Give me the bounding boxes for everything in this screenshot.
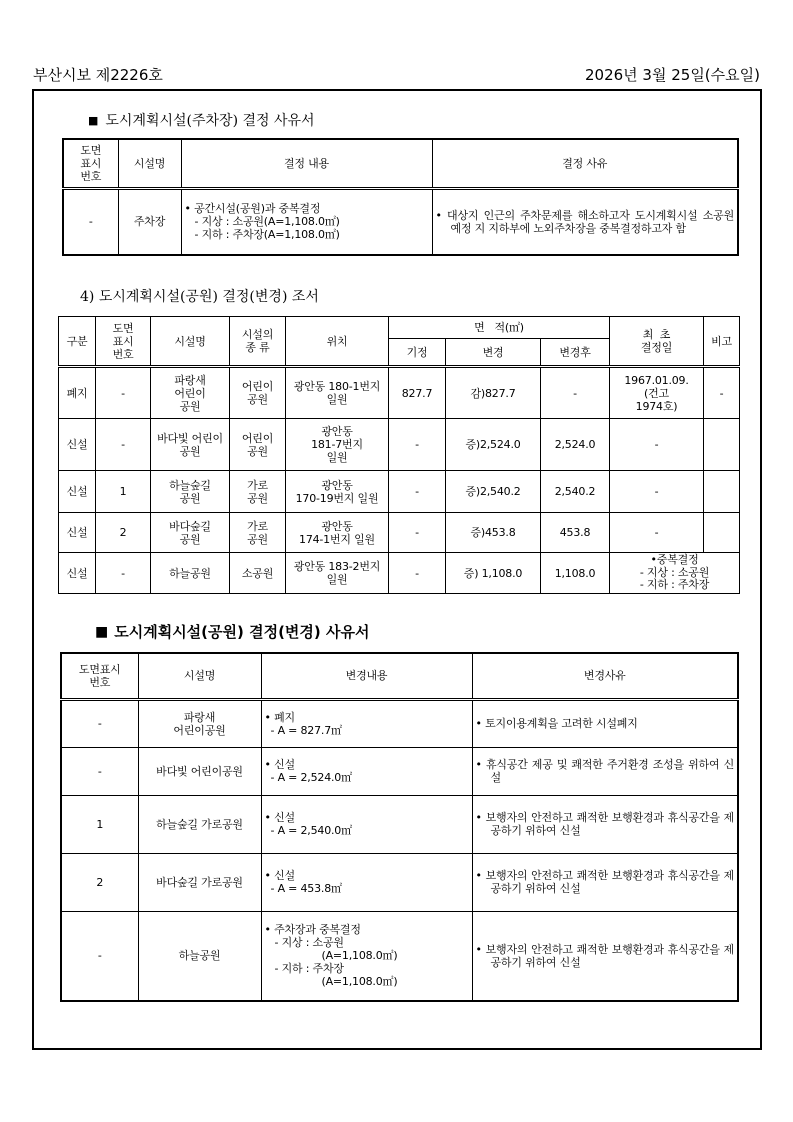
cell-reason	[472, 747, 738, 795]
section-title-park-table: 4) 도시계획시설(공원) 결정(변경) 조서	[80, 289, 319, 305]
reason-text: • 보행자의 안전하고 쾌적한 보행환경과 휴식공간을 제공하기 위하여 신설	[475, 811, 734, 837]
cell-type: 신설	[59, 553, 96, 594]
cell-map-no: 2	[96, 513, 151, 553]
table-row	[61, 911, 738, 1001]
cell-location: 광안동 170-19번지 일원	[286, 471, 389, 513]
cell-map-no: 1	[61, 795, 138, 853]
table-row	[61, 795, 738, 853]
cell-facility: 파랑새 어린이 공원	[151, 367, 230, 419]
cell-kind: 소공원	[230, 553, 286, 594]
reason-text: • 휴식공간 제공 및 쾌적한 주거환경 조성을 위하여 신설	[475, 758, 734, 784]
reason-text: • 보행자의 안전하고 쾌적한 보행환경과 휴식공간을 제공하기 위하여 신설	[475, 942, 734, 969]
cell-map-no: -	[61, 699, 138, 747]
cell-location: 광안동 180-1번지 일원	[286, 367, 389, 419]
square-bullet-icon: ■	[95, 624, 109, 640]
cell-kind: 어린이 공원	[230, 419, 286, 471]
cell-map-no: -	[63, 188, 118, 255]
cell-facility: 하늘숲길 공원	[151, 471, 230, 513]
content-line: • 공간시설(공원)과 중복결정	[184, 202, 321, 216]
table-row	[59, 553, 740, 594]
cell-facility: 바다빛 어린이공원	[138, 747, 261, 795]
cell-reason	[432, 188, 738, 255]
reason-text: • 대상지 인근의 주차문제를 해소하고자 도시계획시설 소공원 예정 지 지하부에 노외주차장을 중복결정하고자 함	[435, 208, 734, 235]
content-line: • 신설	[264, 811, 295, 824]
cell-reason	[472, 911, 738, 1001]
col-header-type: 구분	[59, 317, 96, 367]
cell-facility: 파랑새 어린이공원	[138, 699, 261, 747]
parking-reason-table	[62, 138, 739, 256]
cell-kind: 가로 공원	[230, 471, 286, 513]
cell-area-existing: -	[389, 471, 446, 513]
cell-facility: 바다숲길 가로공원	[138, 853, 261, 911]
cell-content	[261, 911, 472, 1001]
table-row	[59, 513, 740, 553]
cell-area-existing: -	[389, 553, 446, 594]
reason-text: • 토지이용계획을 고려한 시설폐지	[475, 717, 638, 730]
content-line: - 지상 : 소공원(A=1,108.0㎡)	[194, 215, 340, 229]
cell-reason	[472, 795, 738, 853]
cell-note	[704, 471, 740, 513]
content-line: - 지하 : 주차장(A=1,108.0㎡)	[194, 228, 340, 242]
content-line: • 신설	[264, 758, 295, 771]
table-header-row	[59, 317, 740, 339]
cell-area-after: -	[541, 367, 610, 419]
cell-type: 신설	[59, 471, 96, 513]
cell-area-change: 증)2,524.0	[446, 419, 541, 471]
col-header-facility: 시설명	[151, 317, 230, 367]
col-header-kind: 시설의 종 류	[230, 317, 286, 367]
col-header-reason: 변경사유	[472, 653, 738, 699]
cell-facility: 하늘공원	[138, 911, 261, 1001]
content-line: • 주차장과 중복결정	[264, 923, 361, 937]
table-row	[59, 471, 740, 513]
cell-content	[261, 699, 472, 747]
cell-content	[261, 853, 472, 911]
section-title-park-reason	[95, 623, 369, 642]
content-line: • 신설	[264, 869, 295, 882]
square-bullet-icon: ■	[88, 114, 99, 127]
table-row	[59, 367, 740, 419]
content-line: (A=1,108.0㎡)	[321, 975, 398, 989]
col-header-facility: 시설명	[118, 139, 181, 188]
section-title-text: 도시계획시설(공원) 결정(변경) 사유서	[114, 623, 370, 641]
cell-facility: 하늘공원	[151, 553, 230, 594]
reason-text: • 보행자의 안전하고 쾌적한 보행환경과 휴식공간을 제공하기 위하여 신설	[475, 869, 734, 895]
cell-facility: 바다빛 어린이 공원	[151, 419, 230, 471]
cell-note: -	[704, 367, 740, 419]
col-header-area-existing: 기정	[389, 339, 446, 367]
park-decision-table	[58, 316, 740, 594]
cell-area-after: 1,108.0	[541, 553, 610, 594]
cell-area-change: 증) 1,108.0	[446, 553, 541, 594]
cell-area-change: 증)2,540.2	[446, 471, 541, 513]
cell-area-after: 453.8	[541, 513, 610, 553]
cell-map-no: -	[61, 911, 138, 1001]
table-row	[61, 699, 738, 747]
col-header-note: 비고	[704, 317, 740, 367]
cell-location: 광안동 174-1번지 일원	[286, 513, 389, 553]
cell-map-no: 2	[61, 853, 138, 911]
cell-map-no: -	[96, 553, 151, 594]
col-header-area-after: 변경후	[541, 339, 610, 367]
cell-map-no: -	[61, 747, 138, 795]
col-header-location: 위치	[286, 317, 389, 367]
cell-type: 신설	[59, 419, 96, 471]
col-header-reason: 결정 사유	[432, 139, 738, 188]
content-line: - A = 453.8㎡	[270, 882, 342, 895]
col-header-facility: 시설명	[138, 653, 261, 699]
cell-facility: 하늘숲길 가로공원	[138, 795, 261, 853]
cell-first-decision: -	[610, 419, 704, 471]
cell-kind: 어린이 공원	[230, 367, 286, 419]
cell-area-existing: -	[389, 513, 446, 553]
cell-note	[704, 513, 740, 553]
table-row	[63, 188, 738, 255]
content-line: - A = 2,540.0㎡	[270, 824, 352, 837]
cell-note	[704, 419, 740, 471]
cell-area-change: 증)453.8	[446, 513, 541, 553]
table-header-row	[63, 139, 738, 188]
content-line: (A=1,108.0㎡)	[321, 949, 398, 963]
cell-area-change: 감)827.7	[446, 367, 541, 419]
cell-area-after: 2,540.2	[541, 471, 610, 513]
cell-facility: 주차장	[118, 188, 181, 255]
section-title-text: 도시계획시설(주차장) 결정 사유서	[105, 113, 315, 129]
col-header-content: 결정 내용	[181, 139, 432, 188]
cell-location: 광안동 183-2번지 일원	[286, 553, 389, 594]
cell-first-decision: -	[610, 513, 704, 553]
section-title-parking-reason	[88, 112, 315, 131]
table-row	[59, 419, 740, 471]
cell-area-existing: 827.7	[389, 367, 446, 419]
cell-first-decision: •중복결정 - 지상 : 소공원 - 지하 : 주차장	[610, 553, 740, 594]
col-header-map-no: 도면 표시 번호	[63, 139, 118, 188]
content-line: - 지하 : 주차장	[274, 962, 344, 976]
cell-map-no: -	[96, 419, 151, 471]
content-line: - 지상 : 소공원	[274, 936, 344, 950]
gazette-issue: 부산시보 제2226호	[33, 66, 163, 84]
cell-kind: 가로 공원	[230, 513, 286, 553]
content-line: - A = 827.7㎡	[270, 723, 342, 737]
col-header-area: 면 적(㎡)	[389, 317, 610, 339]
table-row	[61, 747, 738, 795]
col-header-map-no: 도면표시 번호	[61, 653, 138, 699]
cell-first-decision: 1967.01.09. (건고 1974호)	[610, 367, 704, 419]
cell-map-no: -	[96, 367, 151, 419]
cell-area-existing: -	[389, 419, 446, 471]
cell-reason	[472, 853, 738, 911]
cell-reason	[472, 699, 738, 747]
gazette-date: 2026년 3월 25일(수요일)	[585, 66, 760, 84]
col-header-first-decision: 최 초 결정일	[610, 317, 704, 367]
col-header-area-change: 변경	[446, 339, 541, 367]
cell-map-no: 1	[96, 471, 151, 513]
col-header-content: 변경내용	[261, 653, 472, 699]
cell-content	[181, 188, 432, 255]
cell-type: 폐지	[59, 367, 96, 419]
cell-first-decision: -	[610, 471, 704, 513]
table-row	[61, 853, 738, 911]
cell-content	[261, 747, 472, 795]
content-line: - A = 2,524.0㎡	[270, 771, 352, 784]
content-line: • 폐지	[264, 710, 295, 724]
cell-type: 신설	[59, 513, 96, 553]
cell-location: 광안동 181-7번지 일원	[286, 419, 389, 471]
cell-facility: 바다숲길 공원	[151, 513, 230, 553]
cell-content	[261, 795, 472, 853]
cell-area-after: 2,524.0	[541, 419, 610, 471]
table-header-row	[61, 653, 738, 699]
park-reason-table	[60, 652, 739, 1002]
col-header-map-no: 도면 표시 번호	[96, 317, 151, 367]
